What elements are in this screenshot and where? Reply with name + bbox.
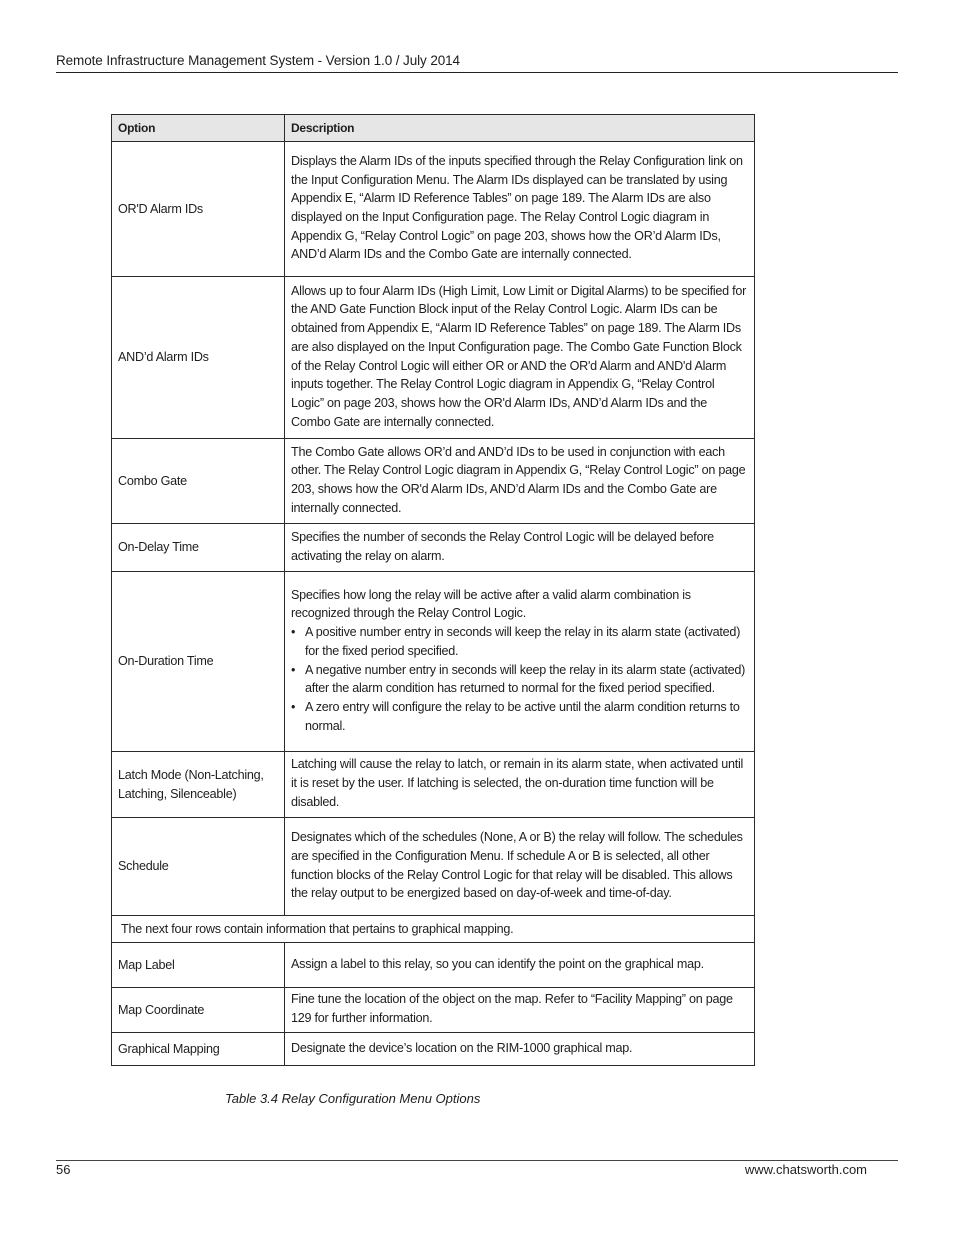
description-cell: Designate the device’s location on the RIM-1000 graphical map.	[285, 1033, 755, 1066]
description-cell: Assign a label to this relay, so you can identify the point on the graphical map.	[285, 943, 755, 988]
description-cell: Fine tune the location of the object on the map. Refer to “Facility Mapping” on page 129 for further information.	[285, 988, 755, 1033]
option-cell: Combo Gate	[112, 439, 285, 524]
option-cell: Schedule	[112, 818, 285, 916]
table-note-row	[112, 916, 755, 943]
website-link[interactable]: www.chatsworth.com	[744, 1162, 867, 1177]
table-header-row	[112, 115, 755, 142]
column-header-option: Option	[112, 115, 285, 142]
footer-divider	[56, 1160, 898, 1161]
description-text: Specifies how long the relay will be active after a valid alarm combination is recognized through the Relay Control Logic.	[291, 587, 691, 621]
option-cell: Map Label	[112, 943, 285, 988]
option-cell: Latch Mode (Non-Latching, Latching, Silenceable)	[112, 752, 285, 818]
description-cell	[285, 572, 755, 752]
description-cell: Latching will cause the relay to latch, or remain in its alarm state, when activated until it is reset by the user. If latching is selected, the on-duration time function will be disabled.	[285, 752, 755, 818]
table-row	[112, 439, 755, 524]
note-cell: The next four rows contain information that pertains to graphical mapping.	[112, 916, 755, 943]
option-cell: Map Coordinate	[112, 988, 285, 1033]
option-cell: Graphical Mapping	[112, 1033, 285, 1066]
table-row	[112, 1033, 755, 1066]
relay-options-table	[111, 114, 755, 1066]
option-cell: On-Delay Time	[112, 524, 285, 572]
table-row	[112, 752, 755, 818]
table-row	[112, 572, 755, 752]
description-cell: The Combo Gate allows OR’d and AND’d IDs to be used in conjunction with each other. The Relay Control Logic diagram in Appendix G, “Relay Control Logic” on page 203, shows how the OR'd Alarm IDs, AND’d Alarm IDs and the Combo Gate are internally connected.	[285, 439, 755, 524]
table-row	[112, 277, 755, 439]
description-cell: Allows up to four Alarm IDs (High Limit, Low Limit or Digital Alarms) to be specified for the AND Gate Function Block input of the Relay Control Logic. Alarm IDs can be obtained from Appendix E, “Alarm ID Reference Tables” on page 189. The Alarm IDs are also displayed on the Input Configuration page. The Combo Gate Function Block of the Relay Control Logic will either OR or AND the OR'd Alarm and AND'd Alarm inputs together. The Relay Control Logic diagram in Appendix G, “Relay Control Logic” on page 203, shows how the OR'd Alarm IDs, AND’d Alarm IDs and the Combo Gate are internally connected.	[285, 277, 755, 439]
column-header-description: Description	[285, 115, 755, 142]
table-row	[112, 943, 755, 988]
table-caption: Table 3.4 Relay Configuration Menu Options	[225, 1091, 481, 1106]
description-cell: Specifies the number of seconds the Relay Control Logic will be delayed before activating the relay on alarm.	[285, 524, 755, 572]
description-cell: Displays the Alarm IDs of the inputs specified through the Relay Configuration link on the Input Configuration Menu. The Alarm IDs displayed can be translated by using Appendix E, “Alarm ID Reference Tables” on page 189. The Alarm IDs are also displayed on the Input Configuration page. The Relay Control Logic diagram in Appendix G, “Relay Control Logic” on page 203, shows how the OR’d Alarm IDs, AND’d Alarm IDs and the Combo Gate are internally connected.	[285, 142, 755, 277]
option-cell: AND’d Alarm IDs	[112, 277, 285, 439]
bullet-item: • A zero entry will configure the relay to be active until the alarm condition returns to normal.	[291, 698, 748, 735]
bullet-list	[291, 623, 748, 735]
table-row	[112, 142, 755, 277]
option-cell: On-Duration Time	[112, 572, 285, 752]
page-number: 56	[56, 1162, 71, 1177]
bullet-item: • A negative number entry in seconds will keep the relay in its alarm state (activated) after the alarm condition has returned to normal for the fixed period specified.	[291, 661, 748, 698]
option-cell: OR'D Alarm IDs	[112, 142, 285, 277]
description-cell: Designates which of the schedules (None, A or B) the relay will follow. The schedules are specified in the Configuration Menu. If schedule A or B is selected, all other function blocks of the Relay Control Logic for that relay will be disabled. This allows the relay output to be energized based on day-of-week and time-of-day.	[285, 818, 755, 916]
header-divider	[56, 72, 898, 73]
table-row	[112, 818, 755, 916]
table-row	[112, 524, 755, 572]
running-header: Remote Infrastructure Management System - Version 1.0 / July 2014	[56, 53, 460, 68]
table-row	[112, 988, 755, 1033]
bullet-item: • A positive number entry in seconds will keep the relay in its alarm state (activated) for the fixed period specified.	[291, 623, 748, 660]
